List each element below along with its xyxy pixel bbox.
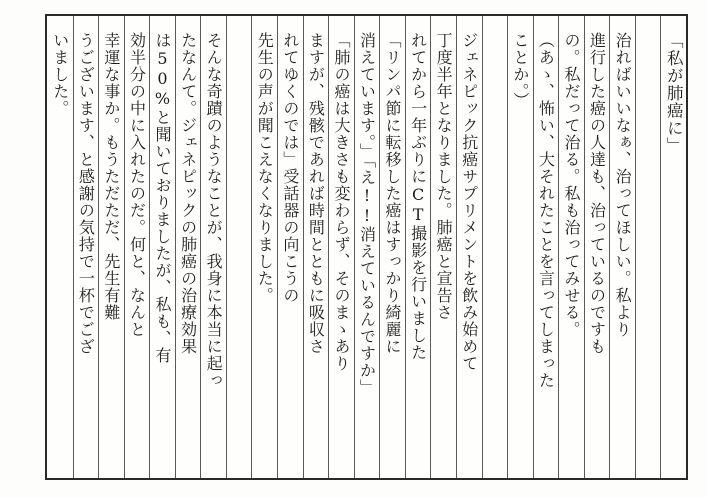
text-column: 「肺の癌は大きさも変わらず、そのまゝあり	[331, 32, 351, 372]
text-column: 効半分の中に入れたのだ。何と、なんと	[127, 32, 147, 338]
text-column: うございます、と感謝の気持で一杯でござ	[76, 32, 96, 355]
text-column: 「リンパ節に転移した癌はすっかり綺麗に	[383, 32, 403, 355]
text-column: ますが、残骸であれば時間とともに吸収さ	[306, 32, 326, 355]
text-column: 消えています。」「え!!消えているんですか」	[357, 32, 377, 396]
text-column: そんな奇蹟のようなことが、我身に本当に起っ	[204, 32, 224, 389]
text-column: は50%と聞いておりましたが、私も、有	[153, 32, 173, 364]
text-column: 先生の声が聞こえなくなりました。	[255, 32, 275, 304]
text-column: ことか。）	[510, 32, 530, 109]
text-column: （あゝ、怖い、大それたことを言ってしまった	[536, 32, 556, 389]
text-column: れてゆくのでは」受話器の向こうの	[280, 32, 300, 304]
text-column: ジェネピック抗癌サプリメントを飲み始めて	[459, 32, 479, 372]
column-rule	[482, 16, 483, 478]
text-column: 治ればいいなぁ、治ってほしい。私より	[613, 32, 633, 338]
column-rule	[226, 16, 227, 478]
text-column: 幸運な事か。もうただただ、先生有難	[101, 32, 121, 321]
text-column: いました。	[50, 32, 70, 117]
genkou-frame	[45, 14, 688, 480]
text-column: れてから一年ぶりにCT撮影を行いました	[408, 32, 428, 361]
column-rule	[635, 16, 636, 478]
text-column: 丁度半年となりました。肺癌と宣告さ	[434, 32, 454, 321]
text-column: の。私だって治る。私も治ってみせる。	[561, 32, 581, 338]
text-column: たなんて。ジェネピックの肺癌の治療効果	[178, 32, 198, 355]
essay-title: 「私が肺癌に」	[664, 32, 684, 155]
text-column: 進行した癌の人達も、治っているのですも	[587, 32, 607, 355]
